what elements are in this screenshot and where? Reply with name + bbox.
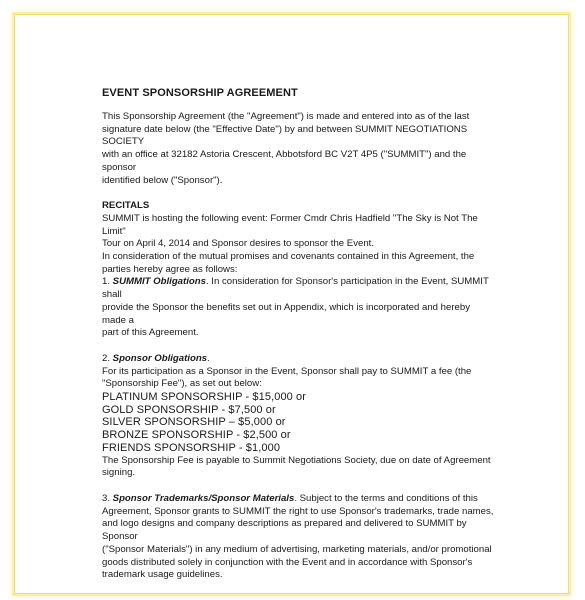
document-title: EVENT SPONSORSHIP AGREEMENT	[102, 87, 298, 99]
section-3-line: and logo designs and company descriptions as prepared and delivered to SUMMIT by Sponsor	[102, 518, 467, 543]
section-1-line: provide the Sponsor the benefits set out in Appendix, which is incorporated and hereby made a	[102, 301, 470, 326]
section-1-first-line-rest: . In consideration for Sponsor's participation in the Event, SUMMIT shall	[102, 276, 489, 301]
intro-line: with an office at 32182 Astoria Crescent, Abbotsford BC V2T 4P5 ("SUMMIT") and the sponsor	[102, 149, 467, 173]
intro-line: identified below ("Sponsor").	[102, 174, 223, 186]
section-1-number: 1.	[102, 276, 113, 288]
section-1-heading: SUMMIT Obligations	[112, 276, 206, 288]
spacer	[102, 340, 494, 353]
section-2-number: 2.	[102, 352, 113, 364]
spacer	[102, 187, 494, 200]
section-1-first-line	[102, 276, 494, 301]
section-3-line: Agreement, Sponsor grants to SUMMIT the right to use Sponsor's trademarks, trade names,	[102, 505, 494, 517]
section-3-number: 3.	[102, 492, 113, 504]
section-2-heading-line	[102, 353, 494, 366]
document-page	[14, 14, 569, 594]
recitals-line: SUMMIT is hosting the following event: Former Cmdr Chris Hadfield "The Sky is Not The Limit"	[102, 212, 478, 237]
recitals-section	[102, 200, 494, 340]
section-2-line: For its participation as a Sponsor in the Event, Sponsor shall pay to SUMMIT a fee (the	[102, 365, 472, 377]
recitals-line: Tour on April 4, 2014 and Sponsor desires to sponsor the Event.	[102, 238, 374, 250]
sponsorship-level: GOLD SPONSORSHIP - $7,500 or	[102, 403, 276, 416]
section-3-line: ("Sponsor Materials") in any medium of advertising, marketing materials, and/or promotional	[102, 543, 492, 555]
section-3-heading: Sponsor Trademarks/Sponsor Materials	[112, 492, 295, 504]
section-2	[102, 353, 494, 480]
section-1-line: part of this Agreement.	[102, 327, 199, 339]
section-2-after-line: The Sponsorship Fee is payable to Summit Negotiations Society, due on date of Agreement	[102, 454, 491, 466]
recitals-line: In consideration of the mutual promises and covenants contained in this Agreement, the	[102, 251, 475, 263]
section-3	[102, 493, 494, 582]
section-3-line: trademark usage guidelines.	[102, 569, 223, 581]
section-2-line: "Sponsorship Fee"), as set out below:	[102, 378, 262, 390]
section-3-line: goods distributed solely in conjunction with the Event and in accordance with Sponsor's	[102, 556, 473, 568]
spacer	[102, 480, 494, 493]
intro-line: signature date below (the "Effective Date") by and between SUMMIT NEGOTIATIONS SOCIETY	[102, 123, 468, 148]
intro-paragraph	[102, 111, 494, 187]
sponsorship-level: PLATINUM SPONSORSHIP - $15,000 or	[102, 391, 307, 404]
section-3-first-line	[102, 493, 494, 506]
section-3-first-line-rest: . Subject to the terms and conditions of this	[294, 492, 478, 504]
section-2-after-line: signing.	[102, 467, 136, 479]
recitals-line: parties hereby agree as follows:	[102, 263, 238, 275]
section-2-heading-suffix: .	[207, 352, 210, 364]
sponsorship-level: SILVER SPONSORSHIP – $5,000 or	[102, 416, 286, 429]
sponsorship-level: BRONZE SPONSORSHIP - $2,500 or	[102, 429, 291, 442]
document-body	[102, 87, 494, 582]
sponsorship-level: FRIENDS SPONSORSHIP - $1,000	[102, 441, 281, 454]
recitals-heading: RECITALS	[102, 200, 150, 212]
intro-line: This Sponsorship Agreement (the "Agreement") is made and entered into as of the last	[102, 111, 470, 122]
section-2-heading: Sponsor Obligations	[112, 352, 208, 364]
